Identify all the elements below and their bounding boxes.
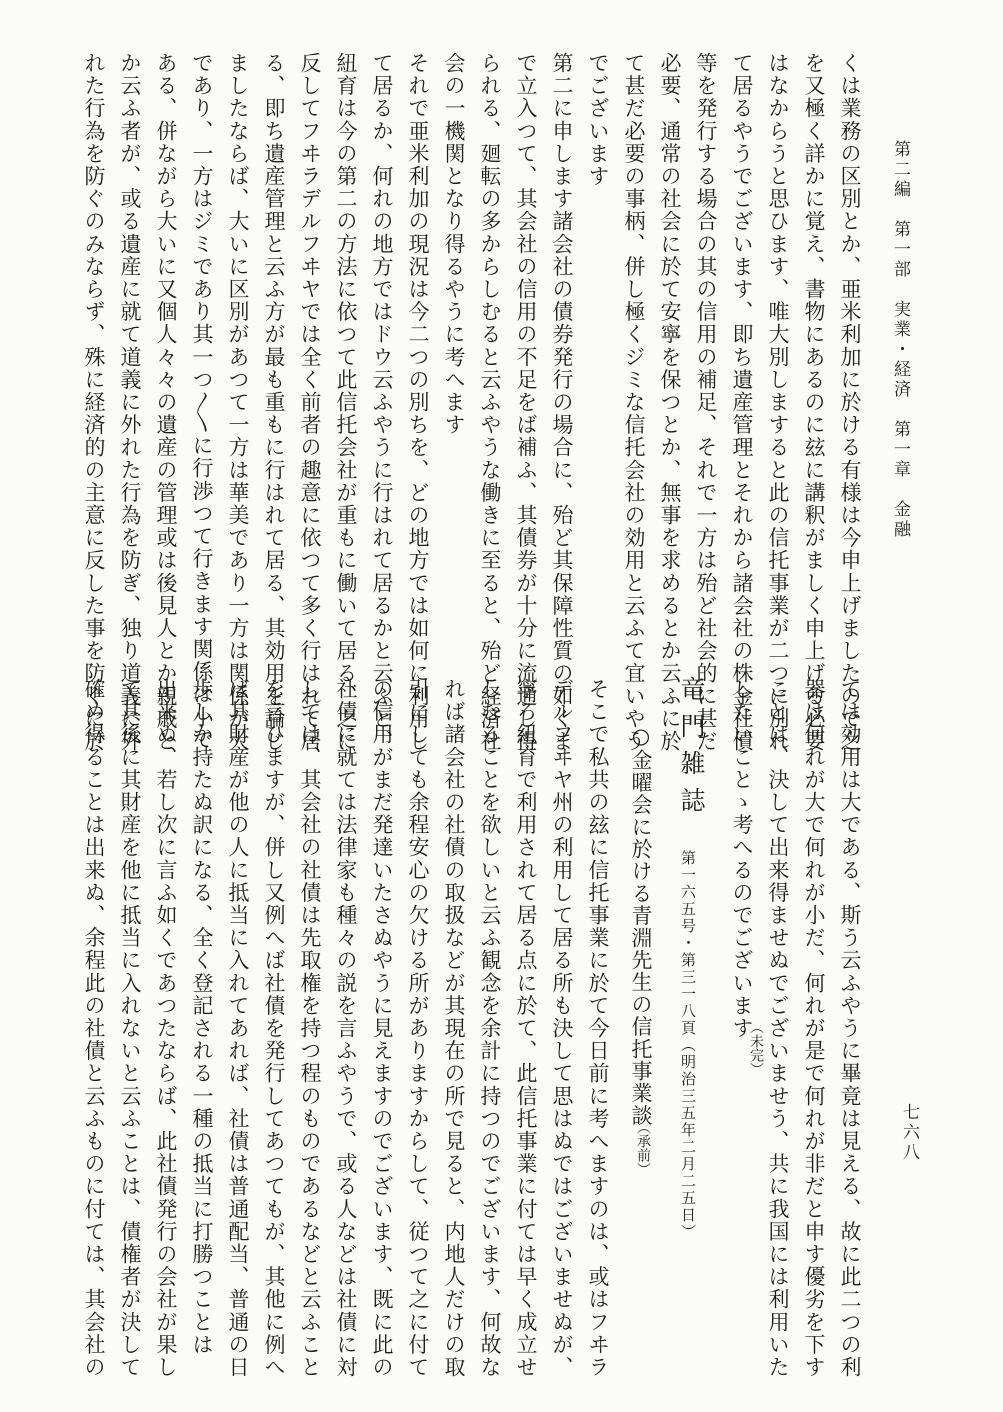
text-line: そこで私共の玆に信托事業に於て今日前に考へますのは、或はフヰラ <box>586 678 610 1379</box>
text-line: て居るやうでございます、即ち遺産管理とそれから諸会社の株金社債 <box>730 52 754 753</box>
text-line: を又極く詳かに覚え、書物にあるのに玆に講釈がましく申上げる必要 <box>802 52 826 753</box>
page-number: 七六八 <box>899 1103 919 1163</box>
text-line: それで亜米利加の現況は今二つの別ちを、どの地方では如何に利用し <box>406 52 430 753</box>
article-title: ○金曜会に於ける青淵先生の信托事業談 <box>629 724 653 1127</box>
text-line: 確め得ることは出来ぬ、余程此の社債と云ふものに付ては、其会社の <box>82 678 106 1379</box>
text-line: 社債に就ては法律家も種々の説を言ふやうで、或る人などは社債に対 <box>334 678 358 1379</box>
text-line: 歩しか持たぬ訳になる、全く登記される一種の抵当に打勝つことは <box>190 678 214 1356</box>
text-line: の信用がまだ発達いたさぬやうに見えますのでございます、既に此の <box>370 678 394 1379</box>
text-line: で立入つて、其会社の信用の不足をば補ふ、其債券が十分に流通し得 <box>514 52 538 753</box>
text-line: ある、併ながら大いに又個人々々の遺産の管理或は後見人とか親戚と <box>154 52 178 753</box>
text-line: であり、一方はジミであり其一つ〳〵に行渉つて行きます関係は小で <box>190 52 214 751</box>
text-line: しむることを欲しいと云ふ観念を余計に持つのでございます、何故な <box>478 678 502 1379</box>
text-line: を言ひますが、併し又例へば社債を発行してあつてもが、其他に例へ <box>262 678 286 1379</box>
continued-mark: （承前） <box>635 1120 651 1176</box>
text-line: て其後に其財産を他に抵当に入れないと云ふことは、債権者が決して <box>118 678 142 1379</box>
text-line: ましたならば、大いに区別があつて一方は華美であり一方は関係が大 <box>226 52 250 753</box>
running-title: 第二編 第一部 実業・経済 第一章 金融 <box>890 140 910 540</box>
text-line: られる、廻転の多からしむると云ふやうな働きに至ると、殆ど経済社 <box>478 52 502 753</box>
text-line: デルフヰヤ州の利用して居る所も決して思はぬではございませぬが、 <box>550 678 574 1379</box>
text-line: はなからうと思ひます、唯大別しますると此の信托事業が二つに別れ <box>766 52 790 753</box>
magazine-issue: 第一六五号・第三一八頁（明治三五年二月二五日） <box>679 850 697 1241</box>
text-line: ては効用は大である、斯う云ふやうに畢竟は見える、故に此二つの利 <box>838 678 862 1379</box>
text-line: 第二に申します諸会社の債券発行の場合に、殆ど其保障性質の如くま <box>550 52 574 753</box>
text-line: ば其財産が他の人に抵当に入れてあれば、社債は普通配当、普通の日 <box>226 678 250 1379</box>
text-line: くは業務の区別とか、亜米利加に於ける有様は今申上げましたので之 <box>838 52 862 753</box>
magazine-title: 竜門雑誌 <box>677 676 706 824</box>
text-line: 器は何れが大で何れが小だ、何れが是で何れが非だと申す優劣を下す <box>802 678 826 1379</box>
text-line: ことは、決して出来得ませぬでございませう、共に我国には利用いた <box>766 678 790 1379</box>
text-line: しては、其会社の社債は先取権を持つ程のものであるなどと云ふこと <box>298 678 322 1379</box>
text-line: 等を発行する場合の其の信用の補足、それで一方は殆ど社会的に甚だ <box>694 52 718 753</box>
text-line: でございます <box>586 52 610 188</box>
text-line: 寧ろ紐育で利用されて居る点に於て、此信托事業に付ては早く成立せ <box>514 678 538 1379</box>
text-line: したいことゝ考へるのでございます <box>730 678 754 1040</box>
text-line: て居るか、何れの地方ではドウ云ふやうに行はれて居るかと云ふと、 <box>370 52 394 753</box>
text-line: 必要、通常の社会に於て安寧を保つとか、無事を求めるとか云ふに於 <box>658 52 682 753</box>
text-line: 引にしても余程安心の欠ける所がありますからして、従つて之に付て <box>406 678 430 1379</box>
text-line: て甚だ必要の事柄、併し極くジミな信托会社の効用と云ふて宜いやう <box>622 52 646 753</box>
text-line: る、即ち遺産管理と云ふ方が最も重もに行はれて居る、其効用を論じ <box>262 52 286 753</box>
text-line: 反してフヰラデルフヰヤでは全く前者の趣意に依つて多く行はれて居 <box>298 52 322 753</box>
text-line: 出来ぬ、若し次に言ふ如くであつたならば、此社債発行の会社が果し <box>154 678 178 1379</box>
text-line: か云ふ者が、或る遺産に就て道義に外れた行為を防ぎ、独り道義に外 <box>118 52 142 753</box>
text-line: 会の一機関となり得るやうに考へます <box>442 52 466 437</box>
incomplete-mark: （未完） <box>748 1020 764 1076</box>
text-line: れば諸会社の社債の取扱などが其現在の所で見ると、内地人だけの取 <box>442 678 466 1379</box>
text-line: れた行為を防ぐのみならず、殊に経済的の主意に反した事を防ぐに於 <box>82 52 106 753</box>
text-line: 紐育は今の第二の方法に依つて此信托会社が重もに働いて居る、之に <box>334 52 358 753</box>
